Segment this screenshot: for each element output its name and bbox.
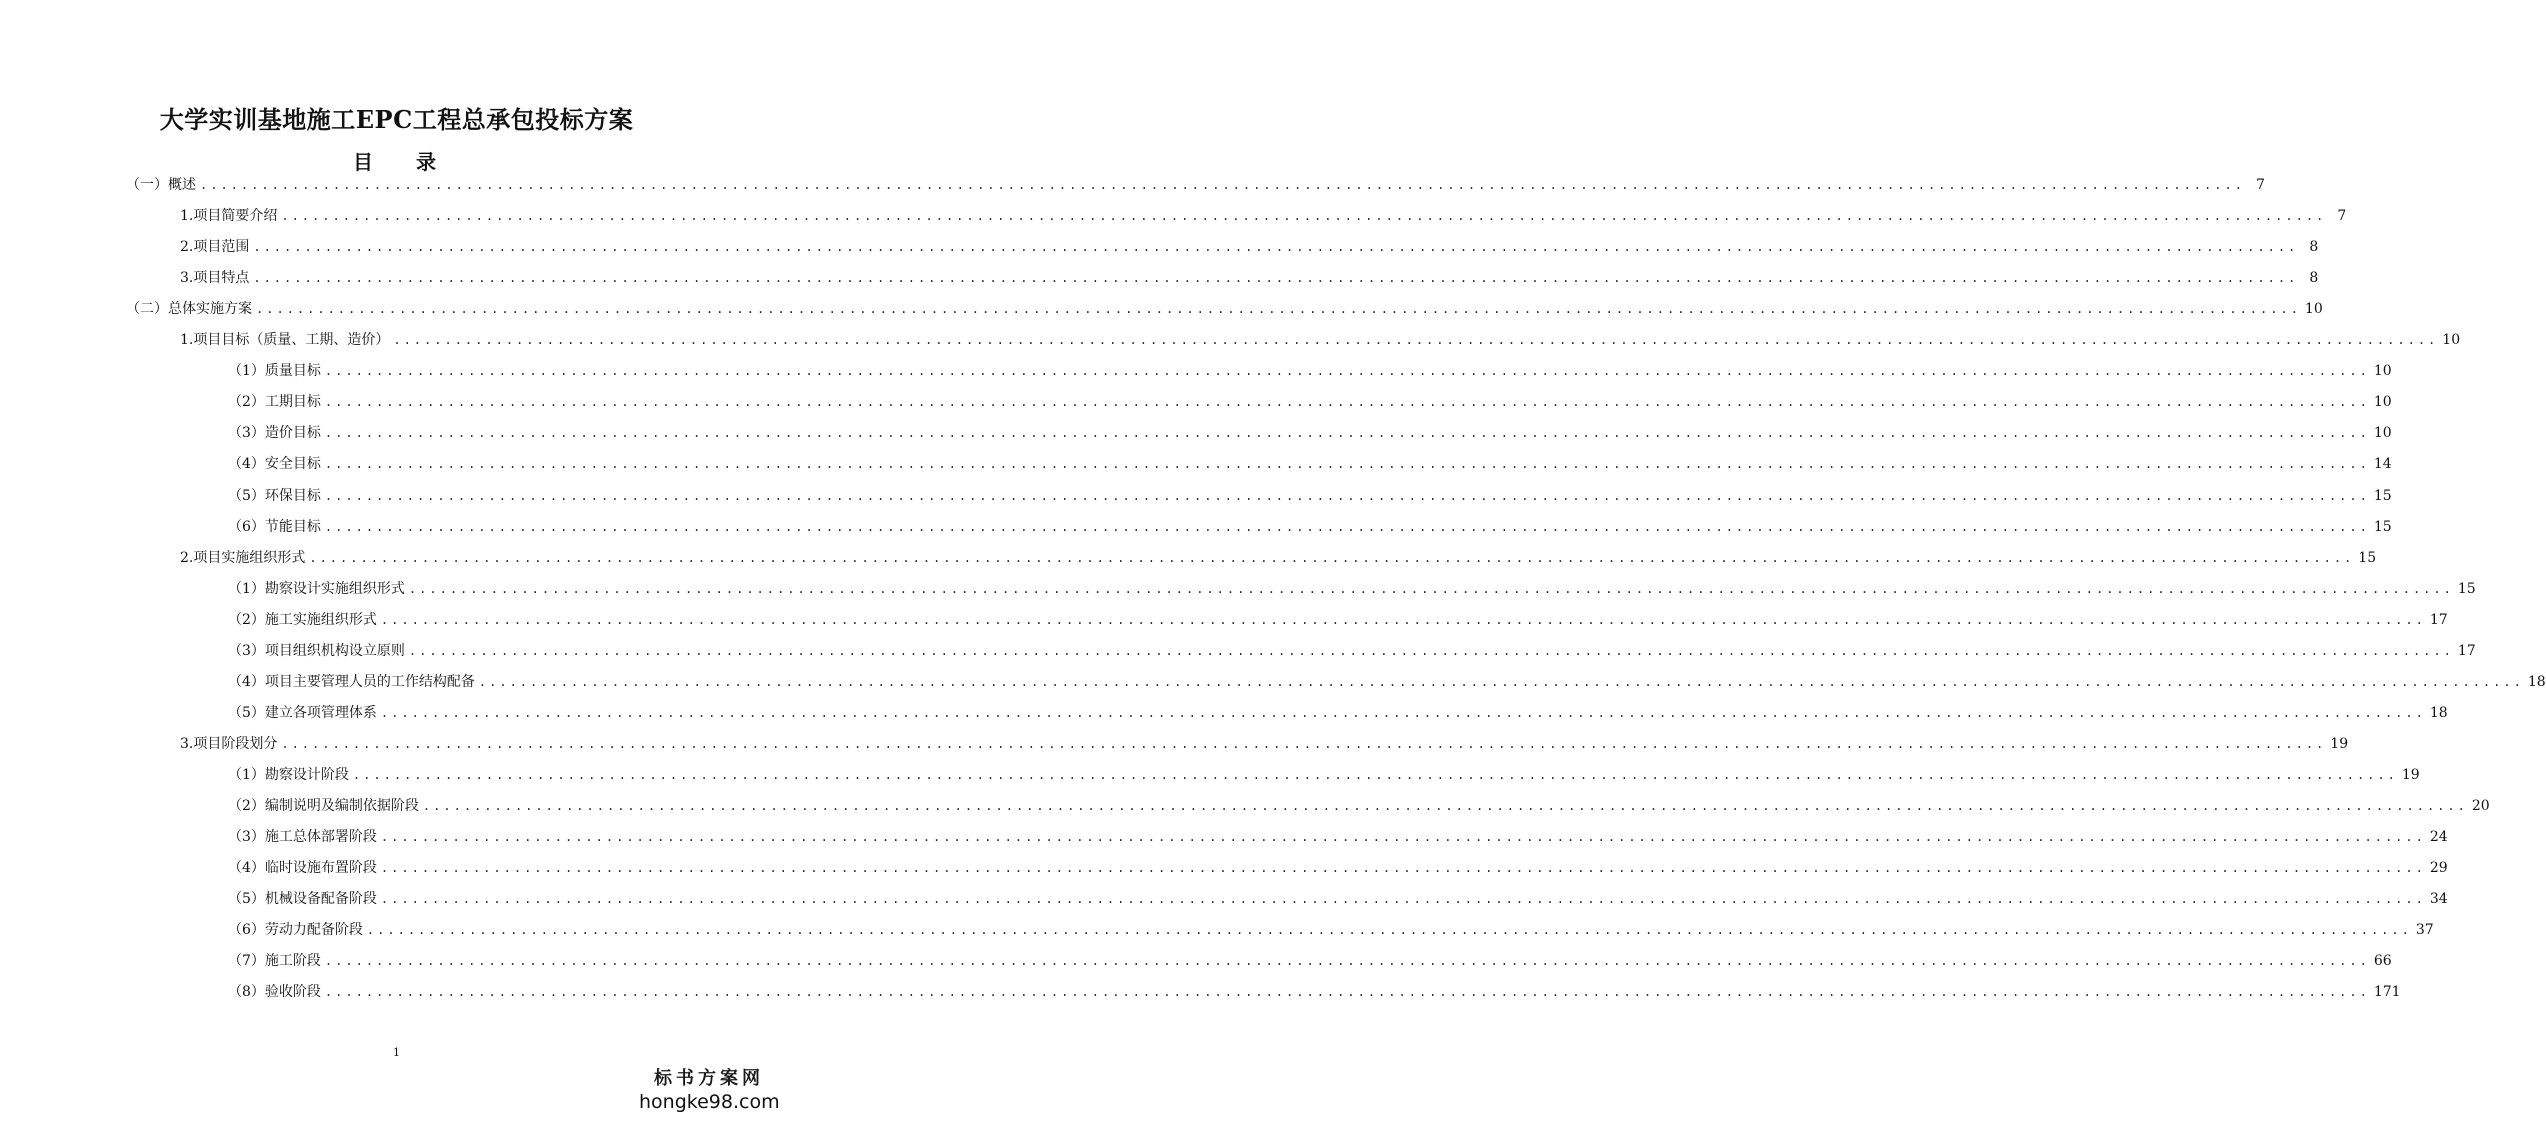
toc-entry-page: 15: [2358, 549, 2377, 566]
toc-entry-page: 18: [2527, 673, 2546, 690]
toc-entry[interactable]: [228, 791, 2490, 822]
toc-entry-page: 24: [2429, 829, 2448, 846]
toc-entry[interactable]: [228, 760, 2420, 791]
toc-entry-title: （3）项目组织机构设立原则: [228, 642, 405, 659]
toc-entry-page: 10: [2442, 332, 2461, 349]
toc-entry[interactable]: [228, 574, 2476, 605]
toc-entry-title: （2）施工实施组织形式: [228, 611, 377, 628]
toc-entry-page: 8: [2309, 270, 2319, 287]
toc-entry-page: 10: [2373, 425, 2392, 442]
toc-dot-leader: ........................................................................................................................................................................................................: [380, 892, 2426, 907]
toc-entry[interactable]: [228, 387, 2392, 418]
toc-dot-leader: ........................................................................................................................................................................................................: [393, 333, 2439, 348]
toc-entry[interactable]: [228, 977, 2401, 1008]
toc-entry-page: 14: [2373, 456, 2392, 473]
toc-entry-page: 20: [2471, 798, 2490, 814]
toc-dot-leader: ........................................................................................................................................................................................................: [380, 705, 2426, 720]
toc-dot-leader: ........................................................................................................................................................................................................: [256, 302, 2301, 317]
toc-entry[interactable]: [228, 822, 2448, 853]
toc-dot-leader: ........................................................................................................................................................................................................: [324, 457, 2370, 472]
toc-entry[interactable]: [180, 325, 2461, 356]
toc-entry-title: （二）总体实施方案: [126, 301, 252, 318]
toc-entry-page: 37: [2415, 922, 2434, 939]
document-title: 大学实训基地施工EPC工程总承包投标方案: [159, 105, 634, 134]
toc-entry-page: 34: [2429, 891, 2448, 908]
toc-dot-leader: ........................................................................................................................................................................................................: [253, 271, 2299, 286]
toc-entry-page: 7: [2256, 177, 2265, 193]
toc-dot-leader: ........................................................................................................................................................................................................: [324, 395, 2370, 410]
toc-entry-title: （3）施工总体部署阶段: [228, 829, 377, 846]
toc-dot-leader: ........................................................................................................................................................................................................: [422, 799, 2468, 813]
toc-entry-title: （一）概述: [126, 177, 196, 193]
toc-dot-leader: ........................................................................................................................................................................................................: [200, 178, 2245, 192]
toc-entry[interactable]: [180, 543, 2377, 574]
toc-entry[interactable]: [126, 170, 2265, 201]
toc-dot-leader: ........................................................................................................................................................................................................: [408, 581, 2454, 596]
toc-entry[interactable]: [228, 449, 2392, 480]
toc-entry-title: （6）节能目标: [228, 518, 321, 535]
toc-dot-leader: ........................................................................................................................................................................................................: [408, 643, 2454, 658]
toc-entry-title: 1.项目简要介绍: [180, 208, 278, 225]
toc-entry[interactable]: [126, 294, 2323, 325]
toc-dot-leader: ........................................................................................................................................................................................................: [309, 550, 2355, 565]
toc-entry[interactable]: [228, 667, 2546, 698]
toc-entry[interactable]: [180, 201, 2347, 232]
toc-entry[interactable]: [180, 263, 2319, 294]
toc-entry[interactable]: [228, 698, 2448, 729]
toc-dot-leader: ........................................................................................................................................................................................................: [380, 830, 2426, 845]
toc-entry-title: 1.项目目标（质量、工期、造价）: [180, 332, 390, 349]
toc-entry-title: 2.项目范围: [180, 239, 250, 256]
toc-entry-title: （1）质量目标: [228, 363, 321, 380]
toc-entry-title: （5）环保目标: [228, 487, 321, 504]
toc-entry-title: （5）机械设备配备阶段: [228, 891, 377, 908]
toc-entry-title: （2）编制说明及编制依据阶段: [228, 798, 419, 814]
watermark-url: hongke98.com: [639, 1091, 780, 1113]
toc-entry[interactable]: [228, 512, 2392, 543]
toc-entry-title: 3.项目特点: [180, 270, 250, 287]
page-number: 1: [393, 1046, 400, 1059]
toc-entry-page: 8: [2309, 239, 2319, 256]
toc-entry-title: （3）造价目标: [228, 425, 321, 442]
toc-entry-page: 10: [2304, 301, 2323, 318]
toc-dot-leader: ........................................................................................................................................................................................................: [478, 674, 2524, 689]
toc-entry-title: 3.项目阶段划分: [180, 735, 278, 752]
toc-entry-title: （5）建立各项管理体系: [228, 704, 377, 721]
toc-entry[interactable]: [228, 884, 2448, 915]
toc-heading: 目 录: [353, 150, 454, 174]
toc-entry-page: 19: [2401, 766, 2420, 783]
toc-entry-page: 10: [2373, 363, 2392, 380]
toc-dot-leader: ........................................................................................................................................................................................................: [324, 364, 2370, 379]
toc-entry-title: （4）临时设施布置阶段: [228, 860, 377, 877]
toc-dot-leader: ........................................................................................................................................................................................................: [281, 209, 2327, 224]
toc-entry-page: 15: [2373, 487, 2392, 504]
toc-entry-page: 7: [2337, 208, 2347, 225]
toc-entry[interactable]: [180, 232, 2319, 263]
toc-entry-title: （1）勘察设计实施组织形式: [228, 580, 405, 597]
toc-dot-leader: ........................................................................................................................................................................................................: [324, 519, 2370, 534]
toc-dot-leader: ........................................................................................................................................................................................................: [324, 488, 2370, 503]
toc-entry[interactable]: [228, 636, 2476, 667]
toc-entry[interactable]: [228, 853, 2448, 884]
toc-entry[interactable]: [228, 356, 2392, 387]
toc-entry-title: 2.项目实施组织形式: [180, 549, 306, 566]
toc-dot-leader: ........................................................................................................................................................................................................: [380, 861, 2426, 876]
toc-dot-leader: ........................................................................................................................................................................................................: [380, 612, 2426, 627]
toc-entry-page: 17: [2457, 642, 2476, 659]
toc-entry[interactable]: [180, 729, 2349, 760]
toc-entry-page: 19: [2330, 735, 2349, 752]
toc-entry-page: 17: [2429, 611, 2448, 628]
toc-entry-title: （6）劳动力配备阶段: [228, 922, 363, 939]
toc-entry[interactable]: [228, 481, 2392, 512]
toc-dot-leader: ........................................................................................................................................................................................................: [253, 240, 2299, 255]
watermark-name: 标书方案网: [654, 1068, 764, 1089]
toc-entry-page: 15: [2373, 518, 2392, 535]
toc-entry[interactable]: [228, 418, 2392, 449]
toc-entry[interactable]: [228, 946, 2392, 977]
toc-entry-title: （7）施工阶段: [228, 953, 321, 970]
toc-entry-title: （4）项目主要管理人员的工作结构配备: [228, 673, 475, 690]
toc-entry-title: （1）勘察设计阶段: [228, 766, 349, 783]
toc-entry-title: （8）验收阶段: [228, 984, 321, 1001]
toc-entry-title: （4）安全目标: [228, 456, 321, 473]
toc-dot-leader: ........................................................................................................................................................................................................: [352, 767, 2398, 782]
toc-entry[interactable]: [228, 605, 2448, 636]
toc-entry-title: （2）工期目标: [228, 394, 321, 411]
toc-entry-page: 15: [2457, 580, 2476, 597]
toc-entry-page: 171: [2373, 984, 2401, 1001]
toc-entry[interactable]: [228, 915, 2434, 946]
toc-entry-page: 29: [2429, 860, 2448, 877]
toc-dot-leader: ........................................................................................................................................................................................................: [281, 736, 2327, 751]
toc-dot-leader: ........................................................................................................................................................................................................: [324, 985, 2370, 1000]
toc-dot-leader: ........................................................................................................................................................................................................: [324, 954, 2370, 969]
toc-dot-leader: ........................................................................................................................................................................................................: [366, 923, 2412, 938]
toc-dot-leader: ........................................................................................................................................................................................................: [324, 426, 2370, 441]
toc-entry-page: 18: [2429, 704, 2448, 721]
toc-entry-page: 10: [2373, 394, 2392, 411]
toc-entry-page: 66: [2373, 953, 2392, 970]
watermark-logo: [639, 1068, 779, 1114]
